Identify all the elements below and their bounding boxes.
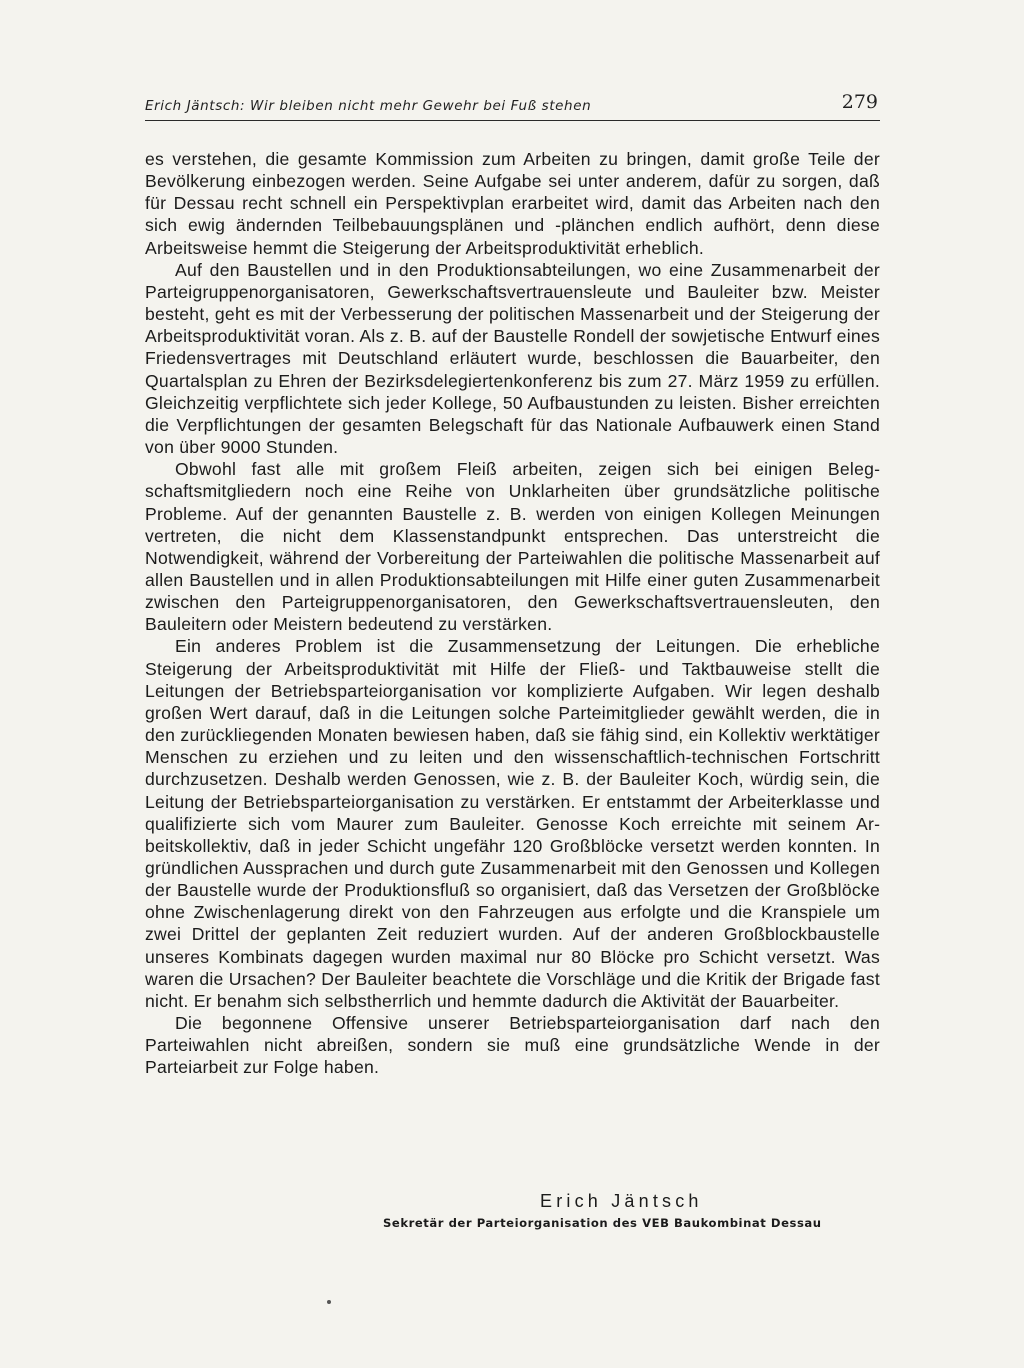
signature-block (145, 1191, 880, 1239)
paragraph-5: Die begonnene Offensive unserer Betriebsparteiorganisation darf nach den Parteiwahlen nicht abreißen, sondern sie muß eine grundsätzliche Wende in der Parteiarbeit zur Folge haben. (145, 1013, 880, 1078)
paragraph-2: Auf den Baustellen und in den Produktionsabteilungen, wo eine Zusammenarbeit der Parteigruppenorganisatoren, Gewerkschaftsvertrauensleute und Bauleiter bzw. Meister besteht, geht es mit der Verbesserung der politischen Massenarbeit und der Steigerung der Arbeitsproduktivität voran. Als z. B. auf der Baustelle Rondell der sowjetische Entwurf eines Friedensvertrages mit Deutschland erläutert wurde, beschlossen die Bauarbeiter, den Quartalsplan zu Ehren der Bezirksdelegiertenkonferenz bis zum 27. März 1959 zu erfüllen. Gleichzeitig verpflichtete sich jeder Kollege, 50 Aufbaustunden zu leisten. Bisher erreichten die Verpflichtungen der gesamten Belegschaft für das Nationale Aufbauwerk einen Stand von über 9000 Stunden. (145, 259, 880, 458)
running-title: Erich Jäntsch: Wir bleiben nicht mehr Gewehr bei Fuß stehen (145, 98, 592, 114)
author-role: Sekretär der Parteiorganisation des VEB Baukombinat Dessau (383, 1216, 822, 1230)
page-number: 279 (841, 91, 878, 113)
article-body (145, 148, 880, 1079)
author-name: Erich Jäntsch (540, 1191, 703, 1211)
paragraph-4: Ein anderes Problem ist die Zusammensetzung der Leitungen. Die erhebliche Steigerung der Arbeitsproduktivität mit Hilfe der Fließ- und Taktbauweise stellt die Leitungen der Betriebsparteiorganisation vor komplizierte Aufgaben. Wir legen deshalb großen Wert darauf, daß in die Leitungen solche Parteimitglieder gewählt werden, die in den zurückliegenden Monaten bewiesen haben, daß sie fähig sind, ein Kollektiv werktätiger Menschen zu erziehen und zu leiten und den wissenschaftlich-technischen Fortschritt durchzusetzen. Deshalb werden Genossen, wie z. B. der Bauleiter Koch, würdig sein, die Leitung der Betriebsparteiorganisation zu verstärken. Er entstammt der Arbeiterklasse und qualifizierte sich vom Maurer zum Bauleiter. Genosse Koch erreichte mit seinem Arbeitskollektiv, daß in jeder Schicht ungefähr 120 Großblöcke versetzt werden konnten. In gründlichen Aussprachen und durch gute Zusammenarbeit mit den Genossen und Kollegen der Baustelle wurde der Produktionsfluß so organisiert, daß das Versetzen der Großblöcke ohne Zwischenlagerung direkt von den Fahrzeugen aus erfolgte und die Kranspiele um zwei Drittel der geplanten Zeit reduziert wurden. Auf der anderen Großblockbaustelle unseres Kombinats dagegen wurden maximal nur 80 Blöcke pro Schicht versetzt. Was waren die Ursachen? Der Bauleiter beachtete die Vorschläge und die Kritik der Brigade fast nicht. Er benahm sich selbstherrlich und hemmte dadurch die Aktivität der Bauarbeiter. (145, 636, 880, 1011)
paragraph-1: es verstehen, die gesamte Kommission zum Arbeiten zu bringen, damit große Teile der Bevölkerung einbezogen werden. Seine Aufgabe sei unter anderem, dafür zu sorgen, daß für Dessau recht schnell ein Perspektivplan erarbeitet wird, damit das Arbeiten nach den sich ewig ändernden Teilbebauungsplänen und -plänchen endlich aufhört, denn diese Arbeitsweise hemmt die Steigerung der Arbeitsproduktivität erheblich. (145, 149, 880, 258)
running-header (145, 88, 880, 121)
paragraph-3: Obwohl fast alle mit großem Fleiß arbeiten, zeigen sich bei einigen Belegschaftsmitgliedern noch eine Reihe von Unklarheiten über grundsätzliche politische Probleme. Auf der genannten Baustelle z. B. werden von einigen Kollegen Meinungen vertreten, die nicht dem Klassenstandpunkt entsprechen. Das unterstreicht die Notwendigkeit, während der Vorbereitung der Parteiwahlen die politische Massenarbeit auf allen Baustellen und in allen Produktionsabteilungen mit Hilfe einer guten Zusammenarbeit zwischen den Parteigruppenorganisatoren, den Gewerkschaftsvertrauensleuten, den Bauleitern oder Meistern bedeutend zu verstärken. (145, 459, 880, 635)
print-speck (327, 1300, 331, 1304)
